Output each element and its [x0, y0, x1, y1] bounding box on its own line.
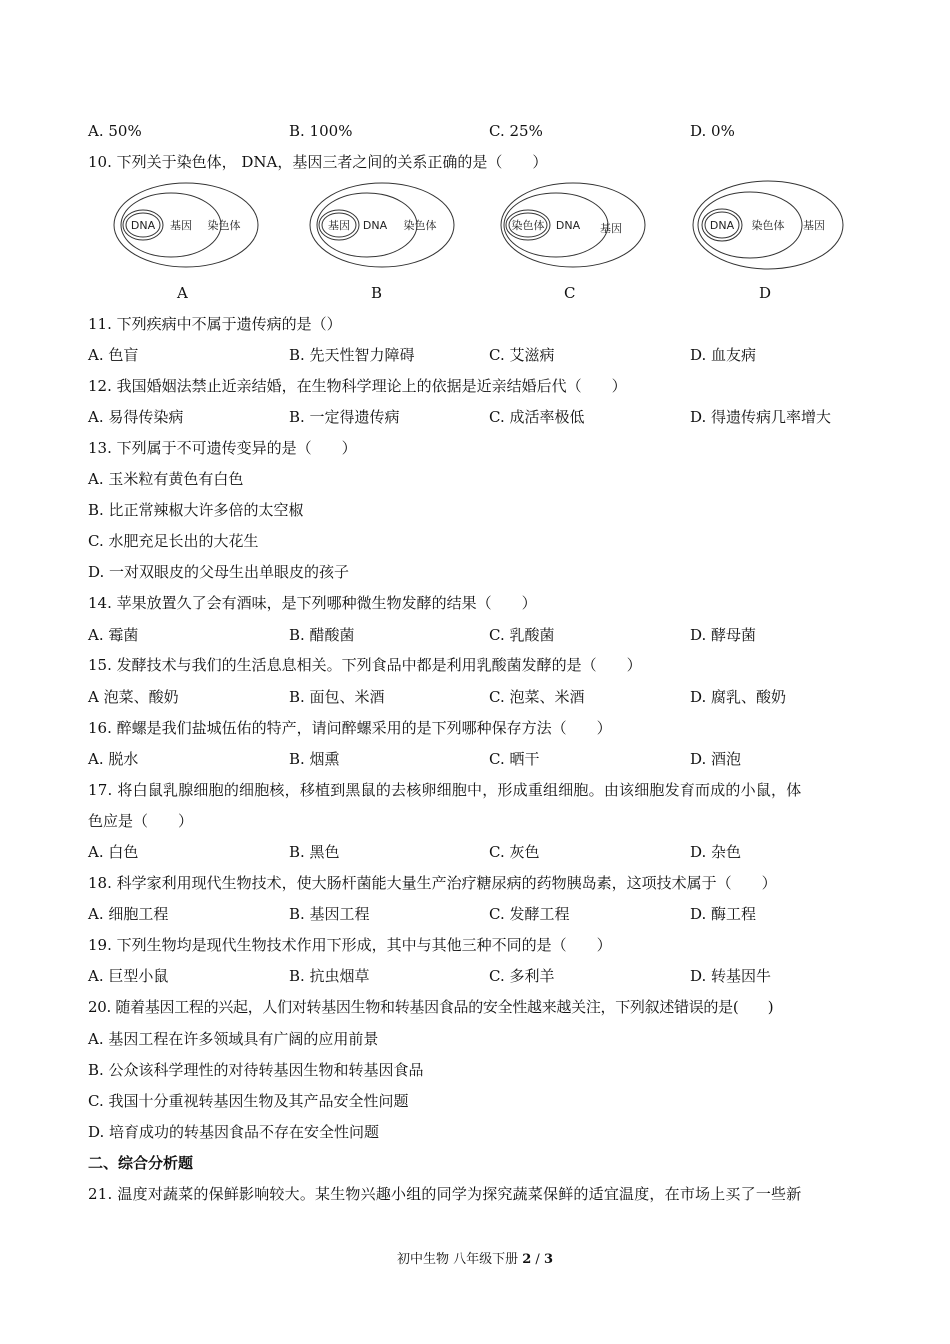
- q14-stem: 14. 苹果放置久了会有酒味，是下列哪种微生物发酵的结果（ ）: [88, 594, 537, 612]
- q9-option-a: A. 50%: [88, 122, 142, 140]
- q20-option-d: D. 培育成功的转基因食品不存在安全性问题: [88, 1123, 380, 1141]
- q19-option-b: B. 抗虫烟草: [289, 967, 370, 985]
- section-heading: 二、综合分析题: [88, 1154, 194, 1172]
- q16-option-b: B. 烟熏: [289, 750, 340, 768]
- q20-option-b: B. 公众该科学理性的对待转基因生物和转基因食品: [88, 1061, 424, 1079]
- diagram-a-label: A: [177, 284, 188, 302]
- diagram-c-inner: 染色体: [511, 219, 545, 232]
- q14-option-a: A. 霉菌: [88, 626, 139, 644]
- diagram-d-middle: 染色体: [751, 219, 785, 232]
- q11-option-d: D. 血友病: [690, 346, 757, 364]
- q13-stem: 13. 下列属于不可遗传变异的是（ ）: [88, 439, 357, 457]
- q11-option-c: C. 艾滋病: [489, 346, 555, 364]
- diagram-d-label: D: [759, 284, 772, 302]
- q12-stem: 12. 我国婚姻法禁止近亲结婚，在生物科学理论上的依据是近亲结婚后代（ ）: [88, 377, 627, 395]
- q17-stem: 17. 将白鼠乳腺细胞的细胞核，移植到黑鼠的去核卵细胞中，形成重组细胞。由该细胞发育而成的小鼠，体: [88, 781, 802, 799]
- q20-option-a: A. 基因工程在许多领域具有广阔的应用前景: [88, 1030, 379, 1048]
- diagram-b-inner: 基因: [328, 219, 350, 232]
- diagram-b-label: B: [371, 284, 383, 302]
- q11-option-a: A. 色盲: [88, 346, 139, 364]
- diagram-a-inner: DNA: [130, 219, 156, 232]
- q16-stem: 16. 醉螺是我们盐城伍佑的特产，请问醉螺采用的是下列哪种保存方法（ ）: [88, 719, 612, 737]
- diagram-a-outer: 染色体: [207, 219, 241, 232]
- q12-option-b: B. 一定得遗传病: [289, 408, 400, 426]
- q21-stem: 21. 温度对蔬菜的保鲜影响较大。某生物兴趣小组的同学为探究蔬菜保鲜的适宜温度，在市场上买了一些新: [88, 1185, 802, 1203]
- q17-option-a: A. 白色: [88, 843, 139, 861]
- q16-option-a: A. 脱水: [88, 750, 139, 768]
- q18-option-a: A. 细胞工程: [88, 905, 169, 923]
- diagram-b: [307, 180, 457, 274]
- q18-stem: 18. 科学家利用现代生物技术，使大肠杆菌能大量生产治疗糖尿病的药物胰岛素，这项技术属于（ ）: [88, 874, 777, 892]
- footer-page-total: 3: [543, 1252, 553, 1267]
- q19-stem: 19. 下列生物均是现代生物技术作用下形成，其中与其他三种不同的是（ ）: [88, 936, 612, 954]
- diagram-d: [690, 178, 846, 276]
- q9-option-c: C. 25%: [489, 122, 543, 140]
- page-footer: [0, 1248, 950, 1267]
- diagram-b-middle: DNA: [362, 219, 388, 232]
- diagram-c: [498, 180, 648, 274]
- q17-option-c: C. 灰色: [489, 843, 540, 861]
- q11-option-b: B. 先天性智力障碍: [289, 346, 415, 364]
- q14-option-d: D. 酵母菌: [690, 626, 757, 644]
- q17-option-d: D. 杂色: [690, 843, 742, 861]
- footer-separator: /: [531, 1252, 544, 1267]
- q20-stem: 20. 随着基因工程的兴起，人们对转基因生物和转基因食品的安全性越来越关注，下列叙述错误的是( ): [88, 998, 774, 1016]
- footer-text: 初中生物 八年级下册: [396, 1252, 523, 1267]
- q13-option-b: B. 比正常辣椒大许多倍的太空椒: [88, 501, 304, 519]
- q12-option-a: A. 易得传染病: [88, 408, 184, 426]
- q10-stem: 10. 下列关于染色体， DNA，基因三者之间的关系正确的是（ ）: [88, 153, 548, 171]
- q14-option-c: C. 乳酸菌: [489, 626, 555, 644]
- q19-option-c: C. 多利羊: [489, 967, 555, 985]
- q16-option-d: D. 酒泡: [690, 750, 742, 768]
- q19-option-a: A. 巨型小鼠: [88, 967, 169, 985]
- diagram-c-label: C: [564, 284, 576, 302]
- diagram-d-outer: 基因: [803, 219, 825, 232]
- q16-option-c: C. 晒干: [489, 750, 540, 768]
- q12-option-d: D. 得遗传病几率增大: [690, 408, 832, 426]
- q9-option-b: B. 100%: [289, 122, 353, 140]
- diagram-a: [111, 180, 261, 274]
- diagram-b-outer: 染色体: [403, 219, 437, 232]
- q18-option-b: B. 基因工程: [289, 905, 370, 923]
- q20-option-c: C. 我国十分重视转基因生物及其产品安全性问题: [88, 1092, 409, 1110]
- footer-page-number: 2: [522, 1252, 532, 1267]
- q13-option-d: D. 一对双眼皮的父母生出单眼皮的孩子: [88, 563, 350, 581]
- q15-option-b: B. 面包、米酒: [289, 688, 385, 706]
- q9-option-d: D. 0%: [690, 122, 735, 140]
- diagram-a-middle: 基因: [170, 219, 192, 232]
- q13-option-c: C. 水肥充足长出的大花生: [88, 532, 259, 550]
- q11-stem: 11. 下列疾病中不属于遗传病的是（）: [88, 315, 342, 333]
- q15-option-a: A 泡菜、酸奶: [88, 688, 179, 706]
- diagram-c-middle: DNA: [555, 219, 581, 232]
- q18-option-c: C. 发酵工程: [489, 905, 570, 923]
- diagram-d-inner: DNA: [709, 219, 735, 232]
- q15-option-d: D. 腐乳、酸奶: [690, 688, 787, 706]
- q13-option-a: A. 玉米粒有黄色有白色: [88, 470, 244, 488]
- q14-option-b: B. 醋酸菌: [289, 626, 355, 644]
- q15-option-c: C. 泡菜、米酒: [489, 688, 585, 706]
- q15-stem: 15. 发酵技术与我们的生活息息相关。下列食品中都是利用乳酸菌发酵的是（ ）: [88, 656, 642, 674]
- q12-option-c: C. 成活率极低: [489, 408, 585, 426]
- q17-option-b: B. 黑色: [289, 843, 340, 861]
- q18-option-d: D. 酶工程: [690, 905, 757, 923]
- q17-stem-continued: 色应是（ ）: [88, 812, 194, 830]
- diagram-c-outer: 基因: [600, 222, 622, 235]
- q19-option-d: D. 转基因牛: [690, 967, 772, 985]
